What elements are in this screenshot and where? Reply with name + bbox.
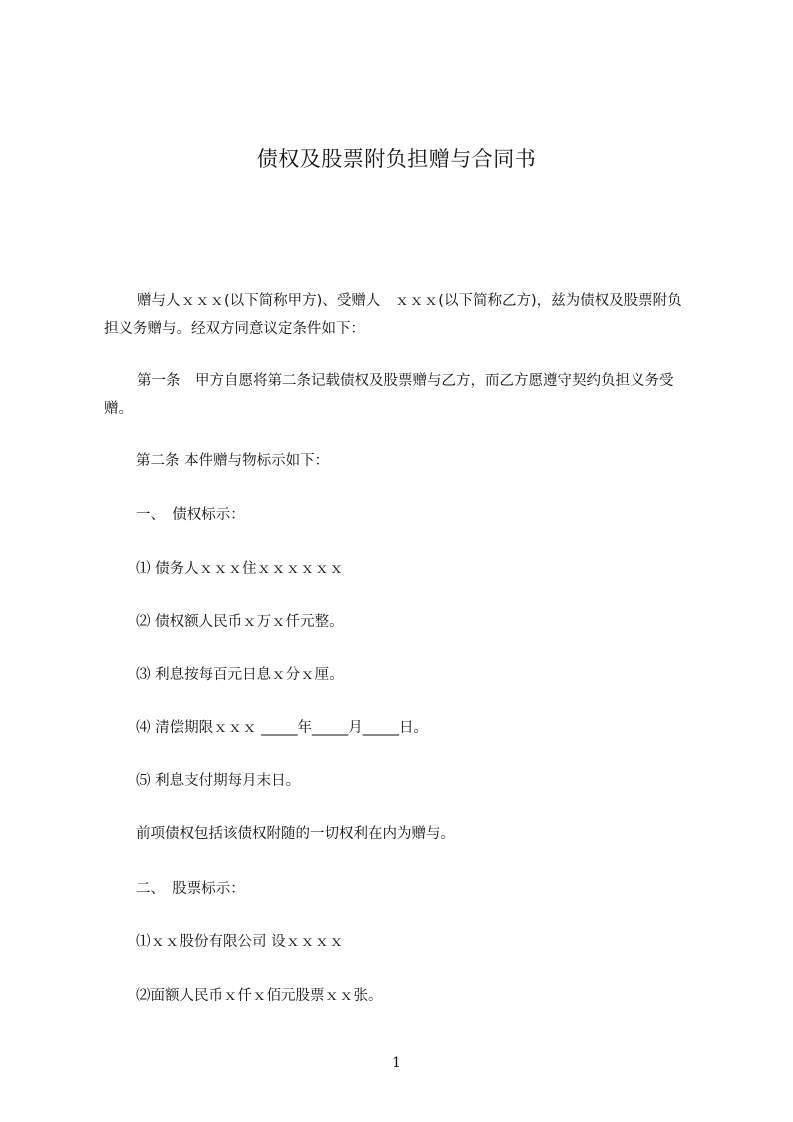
- debt-item-1: ⑴ 债务人ｘｘｘ住ｘｘｘｘｘｘ: [136, 561, 344, 577]
- stock-item-1: ⑴ｘｘ股份有限公司 设ｘｘｘｘ: [136, 934, 344, 950]
- section-2-heading: 二、 股票标示：: [136, 881, 245, 897]
- stock-item-2: ⑵面额人民币ｘ仟ｘ佰元股票ｘｘ张。: [136, 988, 383, 1004]
- debt-item-3: ⑶ 利息按每百元日息ｘ分ｘ厘。: [136, 667, 344, 683]
- debt-item-5: ⑸ 利息支付期每月末日。: [136, 773, 301, 789]
- article-2-heading: 第二条 本件赠与物标示如下：: [136, 453, 330, 469]
- debt-item-2: ⑵ 债权额人民币ｘ万ｘ仟元整。: [136, 614, 344, 630]
- article-1-paragraph: 第一条 甲方自愿将第二条记载债权及股票赠与乙方，而乙方愿遵守契约负担义务受赠。: [104, 373, 674, 417]
- debt-item-4: ⑷ 清偿期限ｘｘｘ _____年_____月_____日。: [136, 720, 428, 736]
- section-1-heading: 一、 债权标示：: [136, 507, 245, 523]
- page-number: 1: [392, 1055, 401, 1071]
- document-title: 债权及股票附负担赠与合同书: [256, 147, 537, 171]
- intro-paragraph: 赠与人ｘｘｘ(以下简称甲方)、受赠人 ｘｘｘ(以下简称乙方)，兹为债权及股票附负担义务赠与。经双方同意议定条件如下：: [104, 293, 682, 337]
- debt-note: 前项债权包括该债权附随的一切权利在内为赠与。: [136, 826, 455, 842]
